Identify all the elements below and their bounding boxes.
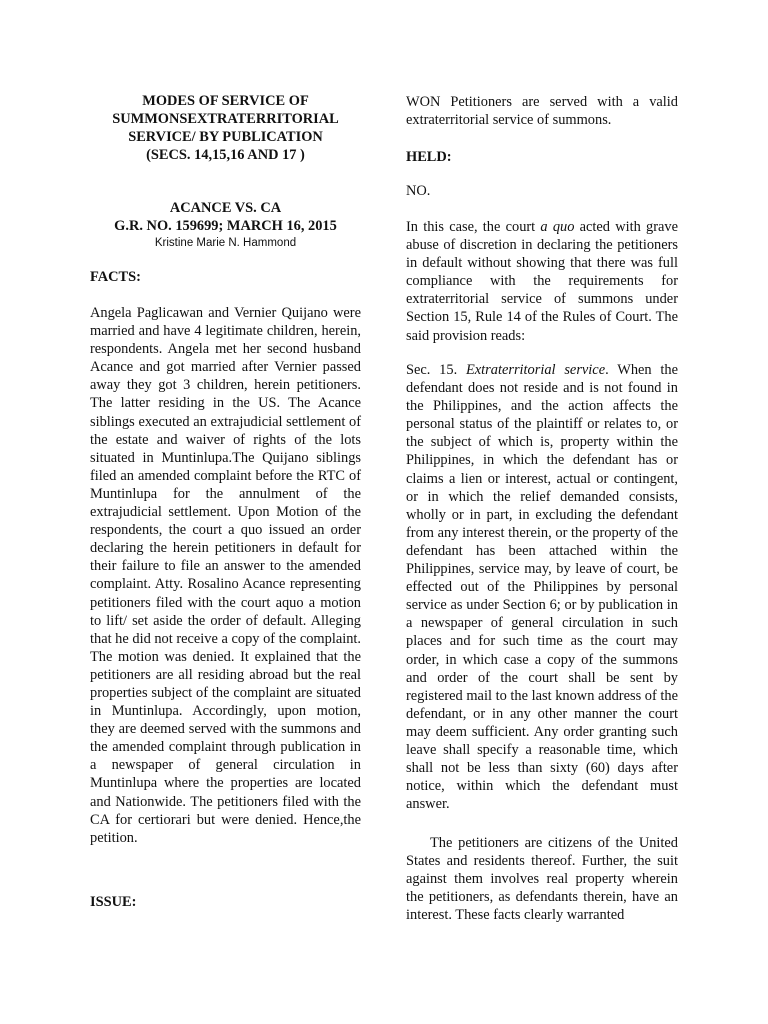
author-name: Kristine Marie N. Hammond	[154, 237, 297, 249]
held-paragraph	[406, 218, 678, 345]
issue-paragraph: WON Petitioners are served with a valid extraterritorial service of summons.	[406, 94, 678, 129]
section-title: Extraterritorial service	[465, 362, 606, 378]
held-paragraph-italic: a quo	[540, 219, 575, 235]
doc-title-line-3: SERVICE/ BY PUBLICATION	[128, 129, 323, 145]
facts-heading: FACTS:	[90, 269, 141, 285]
doc-title-line-1: MODES OF SERVICE OF	[142, 93, 309, 109]
section-15-quote	[406, 361, 678, 813]
held-paragraph-part-2: acted with grave abuse of discretion in declaring the petitioners in default without showing that there was full compliance with the requirements for extraterritorial service of summons under Section 15, Rule 14 of the Rules of Court. The said provision reads:	[406, 219, 678, 344]
section-text: . When the defendant does not reside and is not found in the Philippines, and the action affects the personal status of the plaintiff or relates to, or the subject of which is, property within the Philippines, in which the defendant has or claims a lien or interest, actual or contingent, or in which the relief demanded consists, wholly or in part, in excluding the defendant from any interest therein, or the property of the defendant has been attached within the Philippines, service may, by leave of court, be effected out of the Philippines by personal service as under Section 6; or by publication in a newspaper of general circulation in such places and for such time as the court may order, in which case a copy of the summons and order of the court shall be sent by registered mail to the last known address of the defendant, or in any other manner the court may deem sufficient. Any order granting such leave shall specify a reasonable time, which shall not be less than sixty (60) days after notice, within which the defendant must answer.	[406, 362, 678, 813]
held-paragraph-part-1: In this case, the court	[406, 219, 541, 235]
case-citation: G.R. NO. 159699; MARCH 16, 2015	[114, 218, 337, 234]
doc-title-line-2: SUMMONSEXTRATERRITORIAL	[112, 111, 339, 127]
held-answer: NO.	[406, 183, 431, 199]
held-heading: HELD:	[406, 149, 452, 165]
case-name: ACANCE VS. CA	[169, 200, 282, 216]
section-label: Sec. 15.	[406, 362, 466, 378]
facts-paragraph: Angela Paglicawan and Vernier Quijano were married and have 4 legitimate children, herein, respondents. Angela met her second husband Acance and got married after Vernier passed away they got 3 children, herein petitioners. The latter residing in the US. The Acance siblings executed an extrajudicial settlement of the estate and waiver of rights of the lots situated in Muntinlupa.The Quijano siblings filed an amended complaint before the RTC of Muntinlupa for the annulment of the extrajudicial settlement. Upon Motion of the respondents, the court a quo issued an order declaring the herein petitioners in default for their failure to file an answer to the amended complaint. Atty. Rosalino Acance representing petitioners filed with the court aquo a motion to lift/ set aside the order of default. Alleging that he did not receive a copy of the complaint. The motion was denied. It explained that the petitioners are all residing abroad but the real properties subject of the complaint are situated in Muntinlupa. Accordingly, upon motion, they are deemed served with the summons and the amended complaint through publication in a newspaper of general circulation in Muntinlupa where the properties are located and Nationwide. The petitioners filed with the CA for certiorari but were denied. Hence,the petition.	[90, 305, 361, 846]
issue-heading: ISSUE:	[90, 894, 137, 910]
analysis-paragraph: The petitioners are citizens of the United States and residents thereof. Further, the suit against them involves real property wherein the petitioners, as defendants therein, have an interest. These facts clearly warranted	[406, 835, 678, 924]
doc-title-line-4: (SECS. 14,15,16 AND 17 )	[146, 147, 305, 163]
